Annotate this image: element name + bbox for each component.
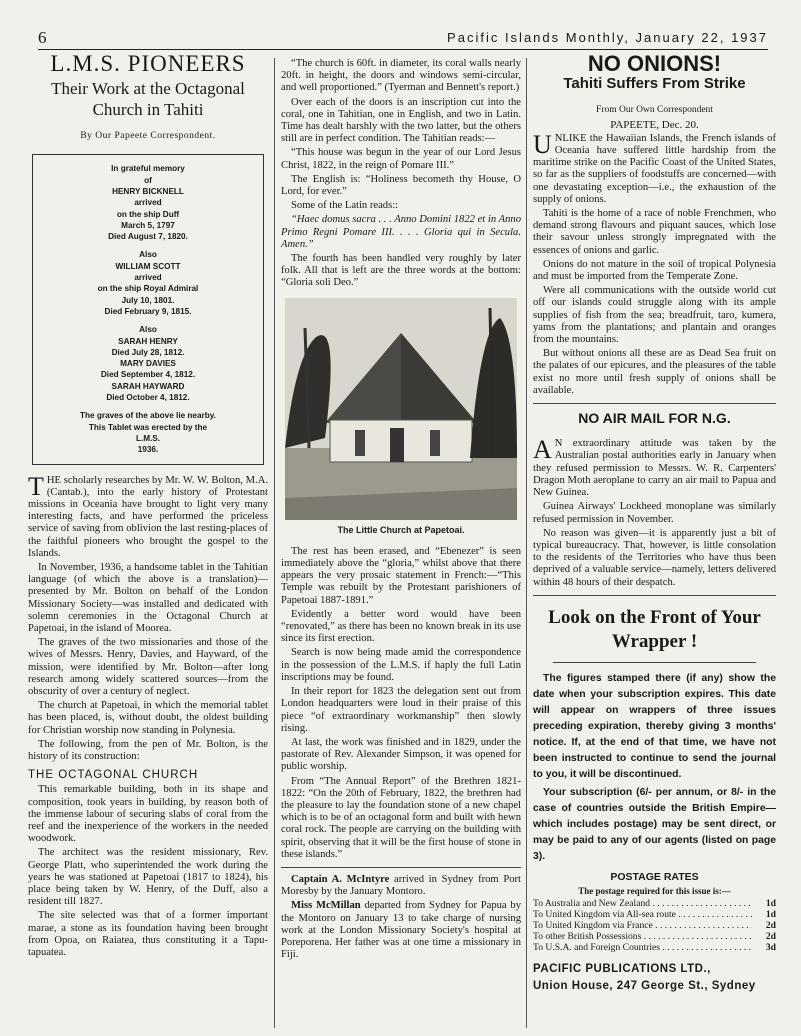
lms-subtitle: Their Work at the Octagonal Church in Tahiti xyxy=(51,79,245,120)
tablet-line: HENRY BICKNELL xyxy=(112,187,184,196)
article-paragraph: This remarkable building, both in its shape and composition, took years in building, by reason both of the immense labour of securing slabs of coral from the reef and the inexperience of the workers in the needed woodwork. xyxy=(28,784,268,845)
tablet-line xyxy=(39,317,257,324)
tablet-line: arrived xyxy=(134,198,162,208)
divider xyxy=(553,662,756,663)
church-illustration xyxy=(285,298,517,520)
tablet-line: Also xyxy=(139,325,157,335)
article-paragraph: From “The Annual Report” of the Brethren 1821-1822: “On the 20th of February, 1822, the brethren had the pleasure to lay the foundation stone of a new chapel which is to be of an octagonal form and built with hewn coral rock. The people are carrying on the building with spirit, observing that it will be the first house of stone in these islands.” xyxy=(281,775,521,860)
article-paragraph: Search is now being made amid the correspondence in the possession of the L.M.S. if haply the full Latin inscriptions may be found. xyxy=(281,647,521,683)
correspondent-line: From Our Own Correspondent xyxy=(596,105,713,116)
airmail-title: NO AIR MAIL FOR N.G. xyxy=(578,410,731,427)
tablet-line xyxy=(39,242,257,249)
divider xyxy=(533,403,776,404)
tablet-line: Died October 4, 1812. xyxy=(106,393,190,403)
postage-price: 2d xyxy=(765,920,776,932)
page-header xyxy=(38,28,768,48)
article-paragraph: “This house was begun in the year of our Lord Jesus Christ, 1822, in the reign of Pomare III.” xyxy=(281,147,521,171)
article-paragraph: Over each of the doors is an inscription cut into the coral, one in Tahitian, one in English, and two in Latin. Time has dealt harshly with the two latter, but the others still are in perfect condition. The Tahitian reads:— xyxy=(281,96,521,145)
postage-price: 1d xyxy=(765,898,776,910)
column-divider xyxy=(274,58,275,1028)
dateline: PAPEETE, Dec. 20. xyxy=(610,118,699,131)
article-paragraph: Tahiti is the home of a race of noble Frenchmen, who demand strong flavours and piquant sauces, which lose their savour unless strongly impregnated with the essences of onions and garlic. xyxy=(533,208,776,256)
publisher-name: PACIFIC PUBLICATIONS LTD., xyxy=(533,963,711,976)
tablet-line: Died August 7, 1820. xyxy=(108,232,188,242)
article-paragraph: Guinea Airways' Lockheed monoplane was similarly refused permission in November. xyxy=(533,501,776,525)
photo-caption: The Little Church at Papetoai. xyxy=(337,524,465,535)
page-number: 6 xyxy=(38,28,47,47)
tablet-line: Died February 9, 1815. xyxy=(104,306,192,316)
article-paragraph: UNLIKE the Hawaiian Islands, the French islands of Oceania have suffered little hardship from the maritime strike on the Pacific Coast of the United States, so far as the suppliers of foodstuffs are concerned—with one devastating exception—i.e., the exhaustion of the supply of onions. xyxy=(533,129,776,205)
postage-destination: To U.S.A. and Foreign Countries . . . xyxy=(533,942,752,953)
tablet-line: SARAH HAYWARD xyxy=(111,381,185,391)
tablet-line: on the ship Royal Admiral xyxy=(97,284,199,294)
postage-rates-title: POSTAGE RATES xyxy=(610,870,699,883)
tablet-line: The graves of the above lie nearby. xyxy=(80,411,216,421)
article-paragraph: The church at Papetoai, in which the memorial tablet has been placed, is, without doubt, the oldest building for Christian worship now standing in Polynesia. xyxy=(28,700,268,736)
article-paragraph: But without onions all these are as Dead Sea fruit on the palates of our epicures, and the pleasures of the table exist no more until fresh supply of onions shall be available. xyxy=(533,348,776,396)
article-paragraph: The following, from the pen of Mr. Bolton, is the history of its construction: xyxy=(28,738,268,762)
tablet-line: on the ship Duff xyxy=(116,209,180,219)
drop-cap: U xyxy=(533,129,552,159)
postage-rates-list xyxy=(533,898,776,953)
tablet-line: MARY DAVIES xyxy=(120,359,176,369)
onions-subtitle: Tahiti Suffers From Strike xyxy=(563,75,746,93)
tablet-line: Also xyxy=(139,250,157,260)
tablet-line: Died September 4, 1812. xyxy=(100,370,196,380)
tablet-line: July 10, 1801. xyxy=(121,295,175,305)
article-paragraph: “Haec domus sacra . . . Anno Domini 1822 et in Anno Primo Regni Pomare III. . . . Gloria qui in Secula. Amen.” xyxy=(281,214,521,250)
article-paragraph: No reason was given—it is apparently just a bit of typical bureaucracy. That, however, is little consolation to the residents of the Territories who have thus been deprived of a valuable service—namely, letters delivered within 48 hours of their despatch. xyxy=(533,527,776,588)
tablet-line: arrived xyxy=(134,273,162,283)
article-paragraph: “The church is 60ft. in diameter, its coral walls nearly 20ft. in height, the doors and windows semi-circular, and well proportioned.” (Tyerman and Bennett's report.) xyxy=(281,58,521,94)
wrapper-title: Look on the Front of Your Wrapper ! xyxy=(548,606,761,652)
tablet-line: 1936. xyxy=(137,445,159,455)
article-paragraph: The rest has been erased, and “Ebenezer” is seen immediately above the “gloria,” whilst above that there appears the very prosaic statement in French:—“This Temple was rebuilt by the Protestant parishioners of Papetoai 1887-1891.” xyxy=(281,545,521,606)
postage-price: 1d xyxy=(765,909,776,921)
tablet-line: This Tablet was erected by the xyxy=(88,422,208,432)
personal-item: Miss McMillan departed from Sydney for Papua by the Montoro on January 13 to take charge of nursing work at the London Missionary Society's hospital at Poreporena. Her father was at one time a missionary in Fiji. xyxy=(281,900,521,961)
tablet-line: L.M.S. xyxy=(135,433,161,443)
divider xyxy=(533,595,776,596)
article-paragraph: At last, the work was finished and in 1829, under the pastorate of Rev. Alexander Simpson, it was opened for public worship. xyxy=(281,736,521,773)
tablet-line: of xyxy=(144,175,152,185)
article-paragraph: The English is: “Holiness becometh thy House, O Lord, for ever.” xyxy=(281,173,521,198)
article-paragraph: The architect was the resident missionary, Rev. George Platt, who superintended the work during the years he was stationed at Papetoai (1817 to 1824), his place being taken by W. Henry, of the Duff, also a resident till 1827. xyxy=(28,847,268,908)
wrapper-paragraph: The figures stamped there (if any) show the date when your subscription expires. This date will appear on wrappers of three issues preceding expiration, thereby giving 3 months' notice. If, at the end of that time, we have not been instructed to continue to send the journal to you, it will be discontinued. xyxy=(533,672,776,780)
article-paragraph: In November, 1936, a handsome tablet in the Tahitian language (of which the above is a translation)—presented by Mr. Bolton on behalf of the London Missionary Society—was installed and dedicated with solemn ceremonies in the Octagonal Church at Papetoai, in the island of Moorea. xyxy=(28,561,268,634)
publication-title: Pacific Islands Monthly, January 22, 1937 xyxy=(447,30,768,45)
tablet-line: Died July 28, 1812. xyxy=(111,347,185,357)
drop-cap: T xyxy=(28,471,44,501)
column-1 xyxy=(28,51,268,961)
lms-title: L.M.S. PIONEERS xyxy=(50,51,246,76)
tablet-line: In grateful memory xyxy=(111,164,185,174)
tablet-line: March 5, 1797 xyxy=(121,220,175,230)
lms-byline: By Our Papeete Correspondent. xyxy=(80,131,216,142)
postage-price: 2d xyxy=(765,931,776,943)
article-paragraph: A N extraordinary attitude was taken by the Australian postal authorities early in January when they refused permission to Messrs. W. R. Carpenters' Dragon Moth aeroplane to carry an air mail to Papua and New Guinea. xyxy=(533,435,776,499)
article-paragraph: The graves of the two missionaries and those of the wives of Messrs. Henry, Davies, and Hayward, of the mission, were identified by Mr. Bolton—after long research among widely scattered sources—from the obscurity of over a century of neglect. xyxy=(28,637,268,697)
drop-cap: A xyxy=(533,435,552,465)
article-paragraph: THE scholarly researches by Mr. W. W. Bolton, M.A. (Cantab.), into the early history of Protestant missions in Oceania have brought to light very many interesting facts, and have performed the priceless service of saving from oblivion the last resting-places of the faithful pioneers who brought the gospel to the Islands. xyxy=(28,471,268,559)
personal-item: Captain A. McIntyre arrived in Sydney from Port Moresby by the January Montoro. xyxy=(281,873,521,898)
postage-destination: To other British Possessions . . . xyxy=(533,931,752,942)
tablet-line: WILLIAM SCOTT xyxy=(115,261,181,271)
article-paragraph: Some of the Latin reads:: xyxy=(291,200,399,212)
article-paragraph: In their report for 1823 the delegation sent out from London headquarters were loud in their praise of this piece “of extraordinary workmanship” then slowly rising. xyxy=(281,686,521,734)
publisher-address: Union House, 247 George St., Sydney xyxy=(533,980,756,993)
article-paragraph: Onions do not mature in the soil of tropical Polynesia and must be imported from the Temperate Zone. xyxy=(533,258,776,283)
onions-title: NO ONIONS! xyxy=(587,51,722,76)
postage-rate-row xyxy=(533,920,776,931)
column-3 xyxy=(533,51,776,995)
postage-rate-row xyxy=(533,898,776,909)
postage-rate-row xyxy=(533,942,776,953)
column-divider xyxy=(526,58,527,1028)
postage-rate-row xyxy=(533,931,776,942)
article-paragraph: The fourth has been handled very roughly by later folk. All that is left are the three words at the bottom: “Gloria soli Deo.” xyxy=(281,253,521,289)
postage-destination: To Australia and New Zealand . . . xyxy=(533,898,752,909)
article-paragraph: Evidently a better word would have been “renovated,” as there has been no known break in its use since its first erection. xyxy=(281,608,521,645)
tablet-line xyxy=(39,403,257,410)
section-heading: THE OCTAGONAL CHURCH xyxy=(28,769,199,782)
postage-rate-row xyxy=(533,909,776,920)
memorial-tablet-text xyxy=(32,154,264,464)
divider xyxy=(281,867,521,868)
column-2 xyxy=(281,58,521,963)
article-paragraph: Were all communications with the outside world cut off our islands could struggle along with its ample supplies of fish from the sea; breadfruit, taro, kumera, yams from the plantations; and plantain and oranges from the mountains. xyxy=(533,285,776,346)
postage-destination: To United Kingdom via France . . . xyxy=(533,920,752,931)
tablet-line: SARAH HENRY xyxy=(118,336,178,346)
postage-price: 3d xyxy=(765,942,776,954)
postage-destination: To United Kingdom via All-sea route . . . xyxy=(533,909,752,920)
wrapper-paragraph: Your subscription (6/- per annum, or 8/- in the case of countries outside the British Empire—which includes postage) may be sent direct, or may be paid to any of our agents (listed on page 3). xyxy=(533,786,776,862)
church-photo xyxy=(285,298,517,520)
article-paragraph: The site selected was that of a former important marae, a stone as its foundation having been brought from Opoa, on Raiatea, thus constituting it a Tapu-tapuatea. xyxy=(28,910,268,959)
postage-rates-subtitle: The postage required for this issue is:— xyxy=(578,885,731,896)
header-rule xyxy=(38,49,768,50)
